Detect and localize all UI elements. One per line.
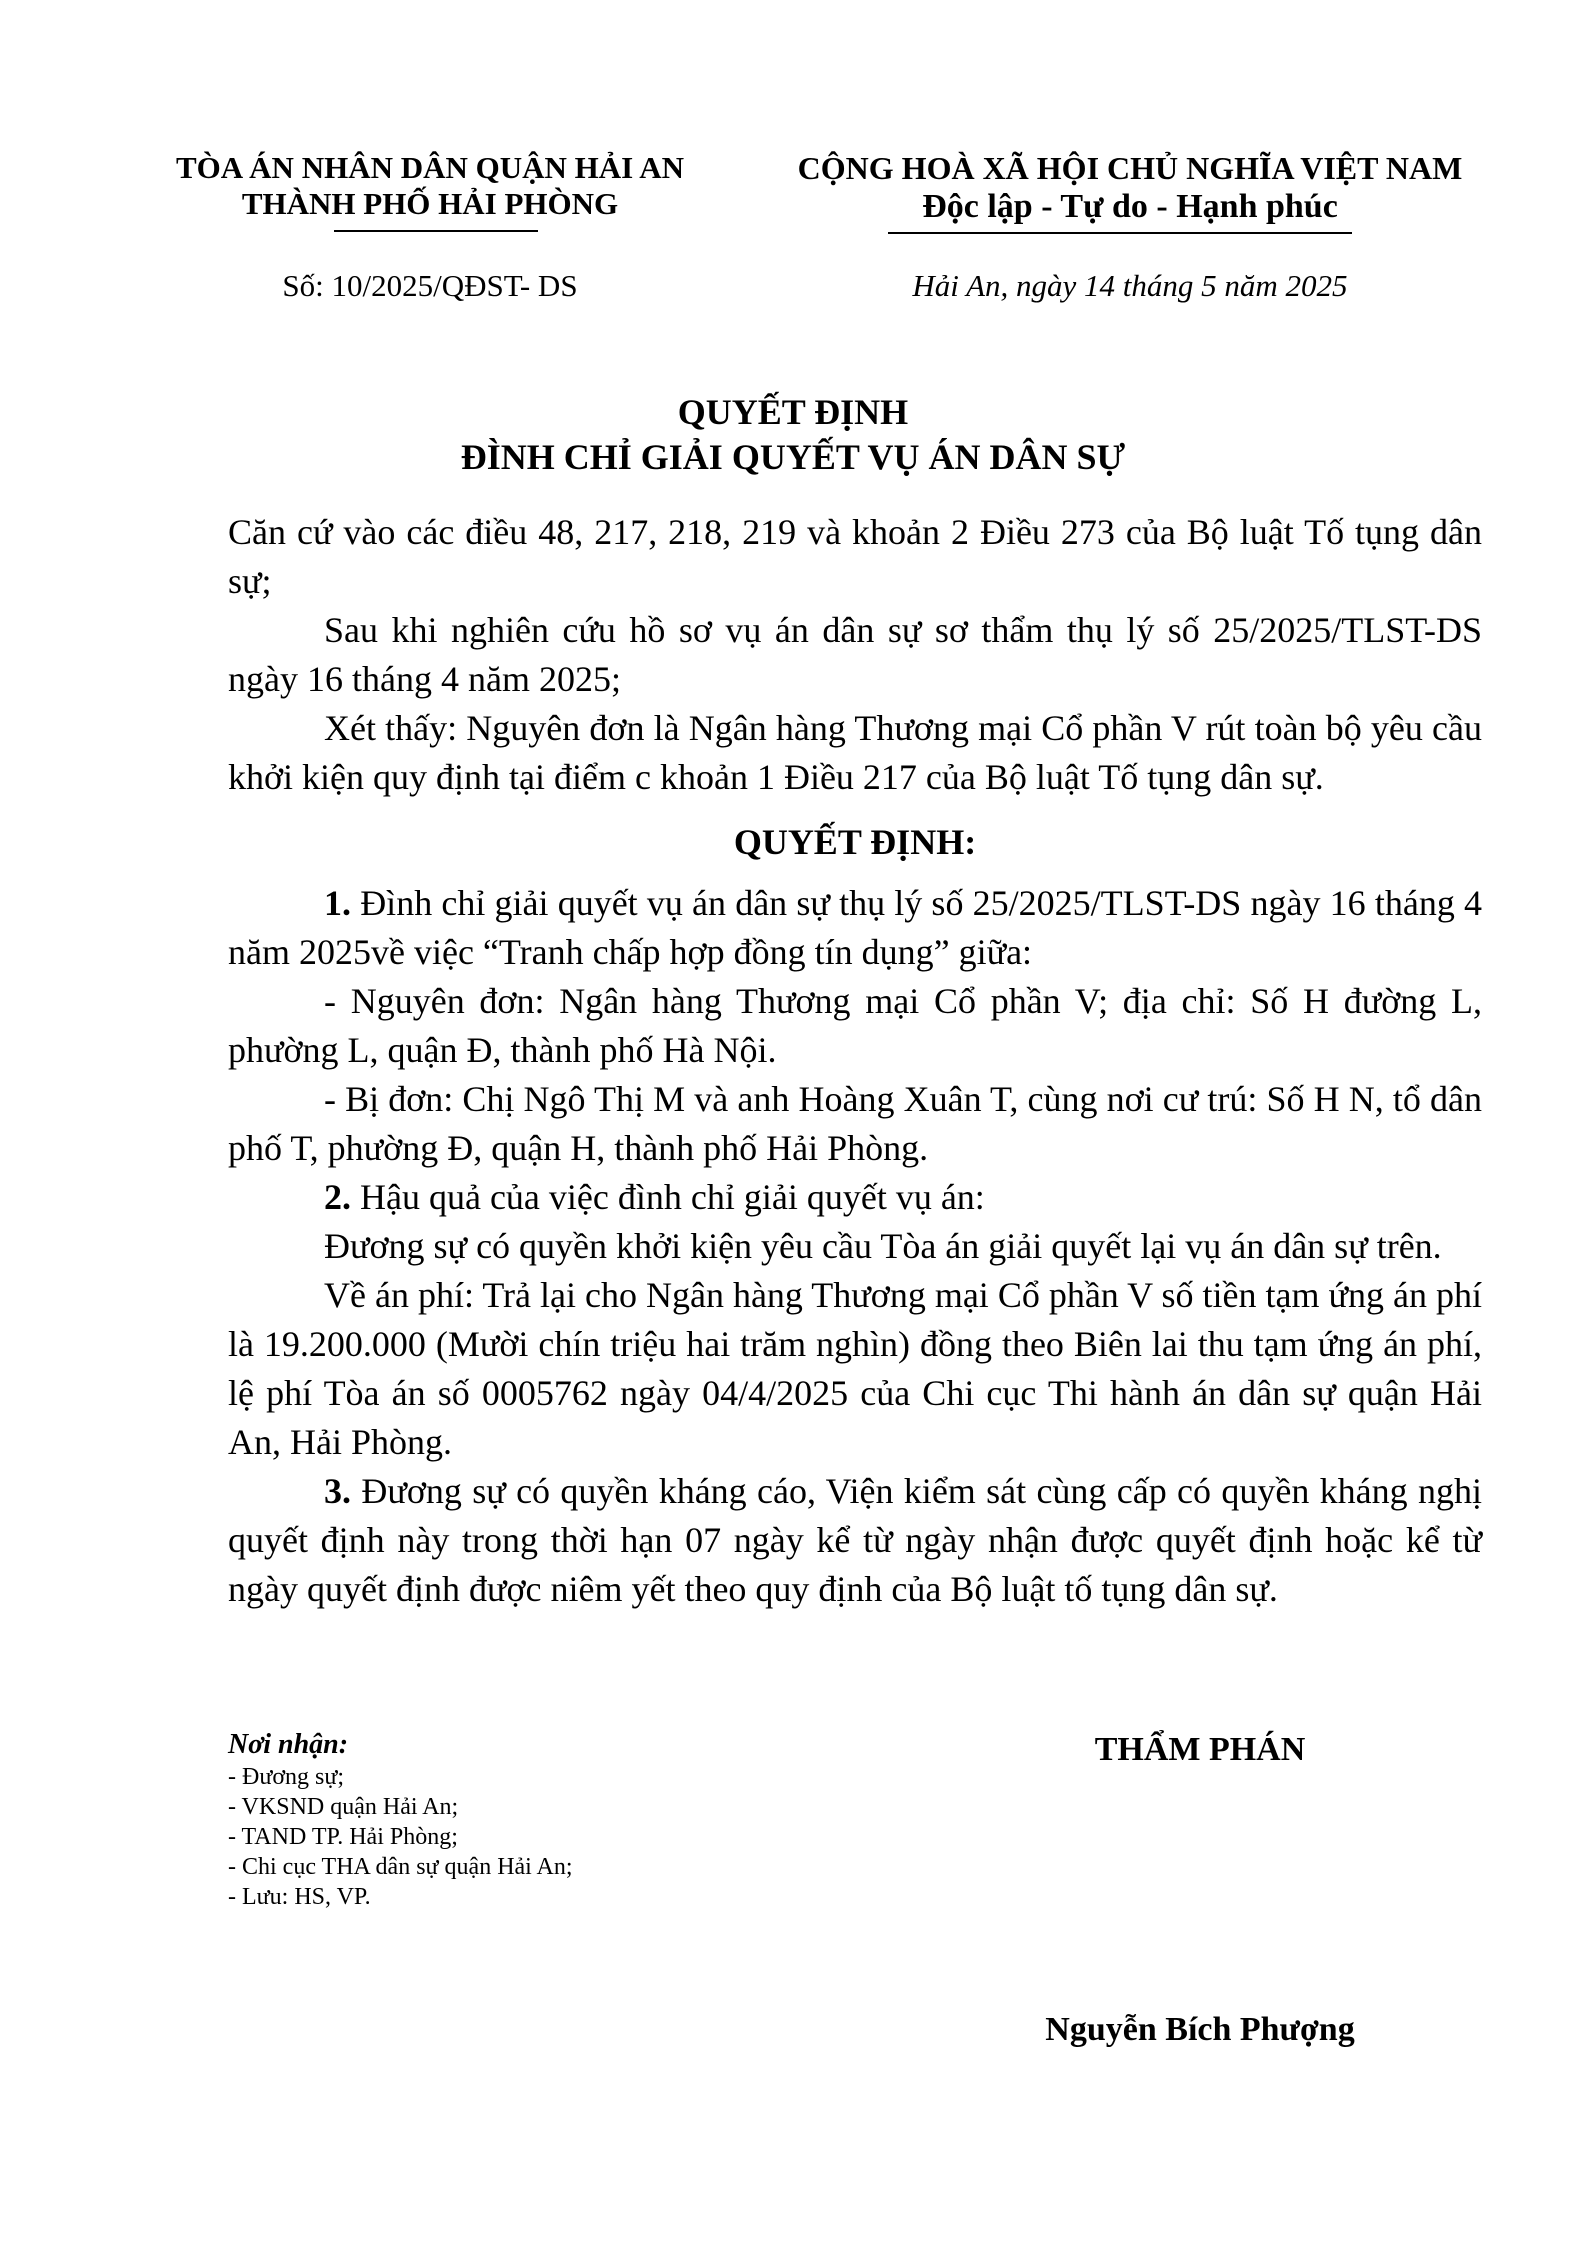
item-2-text: Hậu quả của việc đình chỉ giải quyết vụ án: (360, 1177, 985, 1217)
decision-item-3 (228, 1467, 1482, 1614)
recipients-list (228, 1762, 788, 1912)
recipient-item: - TAND TP. Hải Phòng; (228, 1824, 458, 1850)
court-city: THÀNH PHỐ HẢI PHÒNG (241, 186, 619, 221)
recipients-block (228, 1728, 788, 1912)
preamble-legal-basis: Căn cứ vào các điều 48, 217, 218, 219 và khoản 2 Điều 273 của Bộ luật Tố tụng dân sự; (228, 512, 1482, 601)
court-underline (334, 230, 538, 232)
signer-name: Nguyễn Bích Phượng (1045, 2011, 1355, 2048)
preamble-finding: Xét thấy: Nguyên đơn là Ngân hàng Thương mại Cổ phần V rút toàn bộ yêu cầu khởi kiện quy định tại điểm c khoản 1 Điều 217 của Bộ luật Tố tụng dân sự. (228, 708, 1482, 797)
recipient-item: - Chi cục THA dân sự quận Hải An; (228, 1854, 573, 1880)
item-3-text: Đương sự có quyền kháng cáo, Viện kiểm sát cùng cấp có quyền kháng nghị quyết định này trong thời hạn 07 ngày kể từ ngày nhận được quyết định hoặc kể từ ngày quyết định được niêm yết theo quy định của Bộ luật tố tụng dân sự. (228, 1471, 1482, 1609)
decision-item-2 (228, 1173, 1482, 1222)
place-date: Hải An, ngày 14 tháng 5 năm 2025 (912, 268, 1348, 303)
title-line-1: QUYẾT ĐỊNH (677, 392, 909, 432)
defendant-line: - Bị đơn: Chị Ngô Thị M và anh Hoàng Xuân T, cùng nơi cư trú: Số H N, tổ dân phố T, phường Đ, quận H, thành phố Hải Phòng. (228, 1079, 1482, 1168)
plaintiff-line: - Nguyên đơn: Ngân hàng Thương mại Cổ phần V; địa chỉ: Số H đường L, phường L, quận Đ, thành phố Hà Nội. (228, 981, 1482, 1070)
nation-motto: Độc lập - Tự do - Hạnh phúc (922, 188, 1338, 225)
item-3-number: 3. (324, 1471, 351, 1511)
court-header (150, 150, 710, 222)
recipient-item: - Đương sự; (228, 1764, 345, 1790)
document-body (228, 508, 1482, 1614)
recipients-title: Nơi nhận: (228, 1729, 349, 1760)
recipient-item: - VKSND quận Hải An; (228, 1794, 459, 1820)
item-1-number: 1. (324, 883, 351, 923)
motto-underline (888, 232, 1352, 234)
recipient-item: - Lưu: HS, VP. (228, 1884, 371, 1910)
court-fee-line: Về án phí: Trả lại cho Ngân hàng Thương mại Cổ phần V số tiền tạm ứng án phí là 19.200.000 (Mười chín triệu hai trăm nghìn) đồng theo Biên lai thu tạm ứng án phí, lệ phí Tòa án số 0005762 ngày 04/4/2025 của Chi cục Thi hành án dân sự quận Hải An, Hải Phòng. (228, 1275, 1482, 1462)
nation-header (730, 150, 1530, 228)
court-name: TÒA ÁN NHÂN DÂN QUẬN HẢI AN (175, 150, 685, 185)
item-1-text: Đình chỉ giải quyết vụ án dân sự thụ lý số 25/2025/TLST-DS ngày 16 tháng 4 năm 2025về việc “Tranh chấp hợp đồng tín dụng” giữa: (228, 883, 1483, 972)
decision-number: Số: 10/2025/QĐST- DS (282, 268, 578, 303)
decision-heading: QUYẾT ĐỊNH: (733, 822, 977, 862)
consequence-line: Đương sự có quyền khởi kiện yêu cầu Tòa án giải quyết lại vụ án dân sự trên. (324, 1226, 1442, 1266)
document-title (0, 390, 1586, 480)
item-2-number: 2. (324, 1177, 351, 1217)
decision-item-1 (228, 879, 1482, 977)
title-line-2: ĐÌNH CHỈ GIẢI QUYẾT VỤ ÁN DÂN SỰ (460, 437, 1126, 477)
signer-role: THẨM PHÁN (1094, 1731, 1306, 1768)
preamble-case-review: Sau khi nghiên cứu hồ sơ vụ án dân sự sơ thẩm thụ lý số 25/2025/TLST-DS ngày 16 tháng 4 năm 2025; (228, 610, 1482, 699)
nation-name: CỘNG HOÀ XÃ HỘI CHỦ NGHĨA VIỆT NAM (797, 150, 1463, 186)
